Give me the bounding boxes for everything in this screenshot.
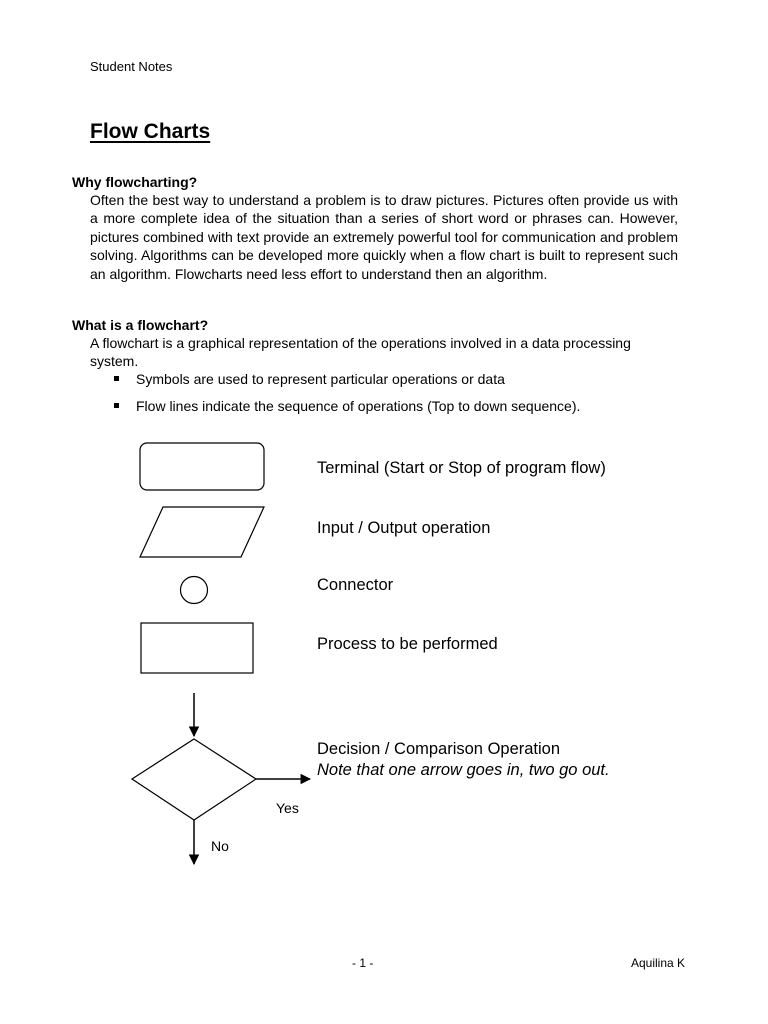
process-rectangle-symbol — [141, 623, 253, 673]
square-bullet-icon — [114, 403, 119, 408]
connector-circle-symbol — [181, 577, 208, 604]
page-number: - 1 - — [352, 956, 374, 970]
io-label: Input / Output operation — [317, 519, 491, 537]
yes-label: Yes — [276, 800, 299, 816]
page-title: Flow Charts — [90, 120, 211, 143]
flowchart-symbols-diagram — [0, 420, 768, 890]
author-label: Aquilina K — [631, 956, 686, 970]
connector-label: Connector — [317, 576, 394, 594]
decision-note: Note that one arrow goes in, two go out. — [317, 761, 610, 779]
terminal-label: Terminal (Start or Stop of program flow) — [317, 459, 606, 477]
io-parallelogram-symbol — [140, 507, 264, 557]
decision-label: Decision / Comparison Operation — [317, 740, 561, 758]
header-label: Student Notes — [90, 59, 173, 74]
bullet-text: Symbols are used to represent particular operations or data — [136, 371, 505, 387]
decision-diamond-symbol — [132, 739, 256, 820]
paragraph-what: A flowchart is a graphical representation of the operations involved in a data processing system. — [90, 335, 631, 370]
bullet-list — [114, 370, 580, 424]
square-bullet-icon — [114, 376, 119, 381]
no-label: No — [211, 838, 229, 854]
list-item — [114, 370, 580, 397]
bullet-text: Flow lines indicate the sequence of operations (Top to down sequence). — [136, 398, 581, 414]
terminal-symbol — [140, 443, 264, 490]
process-label: Process to be performed — [317, 635, 498, 653]
section-heading-what: What is a flowchart? — [72, 317, 209, 333]
paragraph-why: Often the best way to understand a problem is to draw pictures. Pictures often provide us with a more complete idea of the situation than a series of short word or phrases can. However, pictures combined with text provide an extremely powerful tool for communication and problem solving. Algorithms can be developed more quickly when a flow chart is built to represent such an algorithm. Flowcharts need less effort to understand then an algorithm. — [90, 192, 678, 282]
section-heading-why: Why flowcharting? — [72, 174, 198, 190]
